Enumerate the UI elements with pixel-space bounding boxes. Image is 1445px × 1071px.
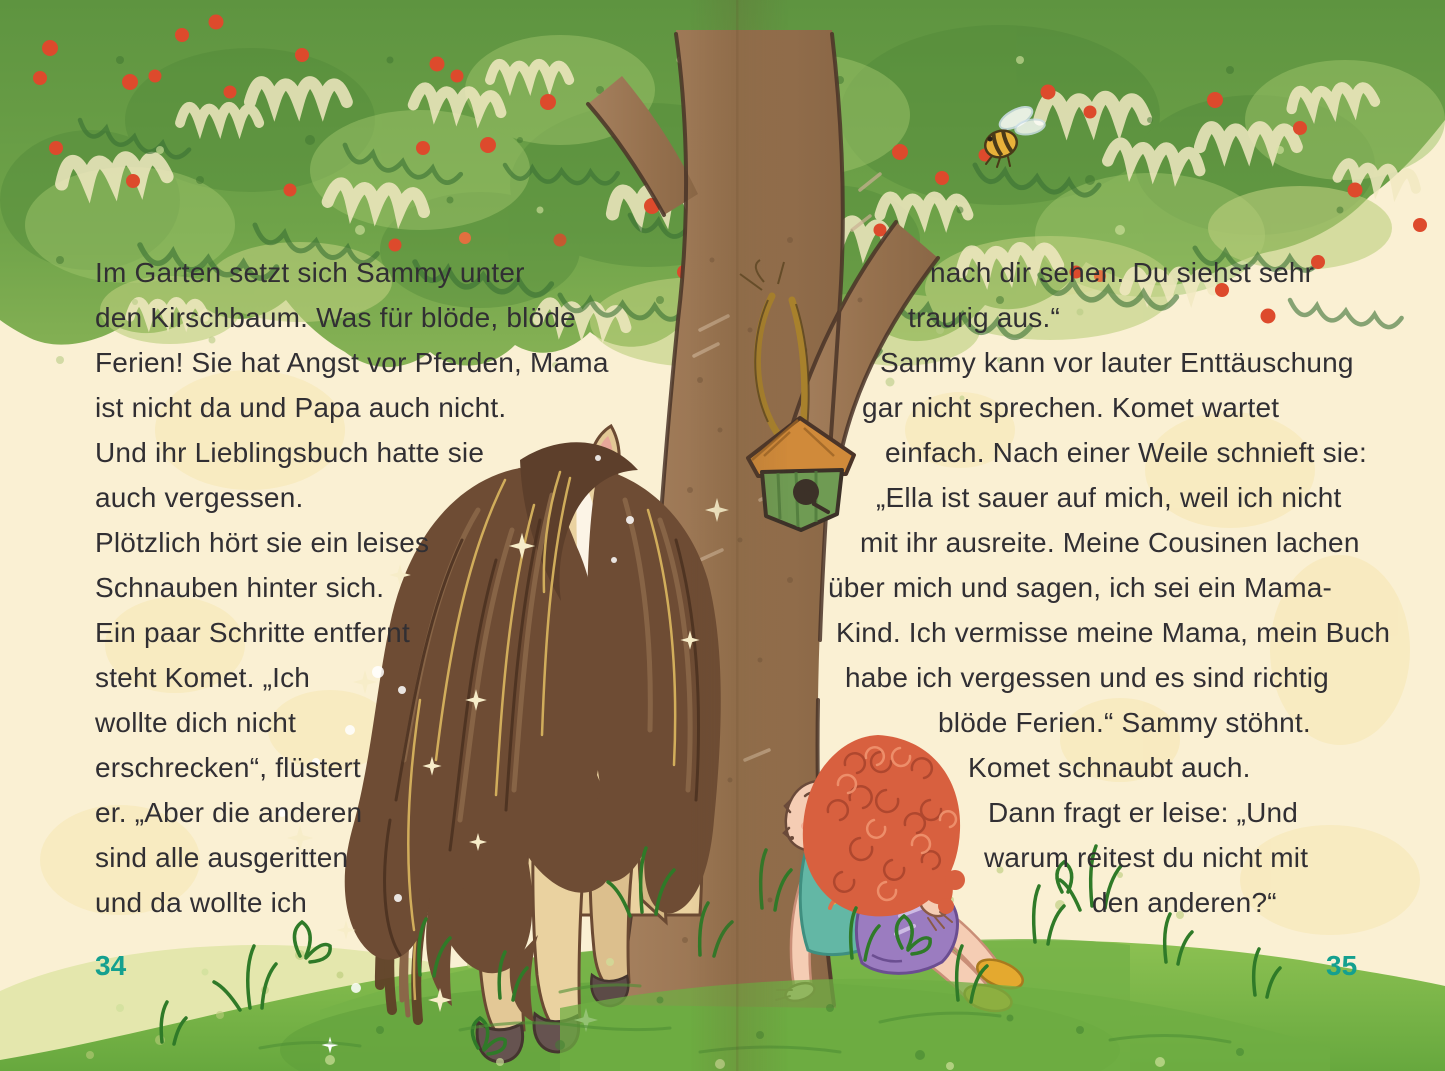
story-line: er. „Aber die anderen <box>95 797 363 828</box>
story-line: „Ella ist sauer auf mich, weil ich nicht <box>876 482 1342 513</box>
page-gutter <box>690 0 788 1071</box>
page-fold-line <box>736 0 739 1071</box>
story-line: einfach. Nach einer Weile schnieft sie: <box>885 437 1367 468</box>
story-line: sind alle ausgeritten <box>95 842 349 873</box>
story-line: blöde Ferien.“ Sammy stöhnt. <box>938 707 1311 738</box>
story-line: Plötzlich hört sie ein leises <box>95 527 430 558</box>
story-line: über mich und sagen, ich sei ein Mama- <box>828 572 1333 603</box>
story-line: gar nicht sprechen. Komet wartet <box>862 392 1280 423</box>
page-number-left: 34 <box>95 950 127 981</box>
story-line: Ferien! Sie hat Angst vor Pferden, Mama <box>95 347 609 378</box>
story-line: Komet schnaubt auch. <box>968 752 1251 783</box>
story-line: ist nicht da und Papa auch nicht. <box>95 392 507 423</box>
story-line: den anderen?“ <box>1092 887 1277 918</box>
story-line: Und ihr Lieblingsbuch hatte sie <box>95 437 485 468</box>
story-line: auch vergessen. <box>95 482 304 513</box>
story-line: Im Garten setzt sich Sammy unter <box>95 257 525 288</box>
story-line: nach dir sehen. Du siehst sehr <box>930 257 1315 288</box>
story-line: traurig aus.“ <box>908 302 1060 333</box>
story-line: steht Komet. „Ich <box>95 662 311 693</box>
story-line: Sammy kann vor lauter Enttäuschung <box>880 347 1354 378</box>
story-line: wollte dich nicht <box>95 707 297 738</box>
story-line: und da wollte ich <box>95 887 307 918</box>
story-line: warum reitest du nicht mit <box>984 842 1309 873</box>
story-line: Dann fragt er leise: „Und <box>988 797 1299 828</box>
story-line: den Kirschbaum. Was für blöde, blöde <box>95 302 576 333</box>
page-number-right: 35 <box>1326 950 1358 981</box>
story-line: mit ihr ausreite. Meine Cousinen lachen <box>860 527 1360 558</box>
story-line: erschrecken“, flüstert <box>95 752 361 783</box>
story-line: Ein paar Schritte entfernt <box>95 617 410 648</box>
story-line: Schnauben hinter sich. <box>95 572 385 603</box>
story-line: Kind. Ich vermisse meine Mama, mein Buch <box>836 617 1391 648</box>
story-line: habe ich vergessen und es sind richtig <box>845 662 1329 693</box>
